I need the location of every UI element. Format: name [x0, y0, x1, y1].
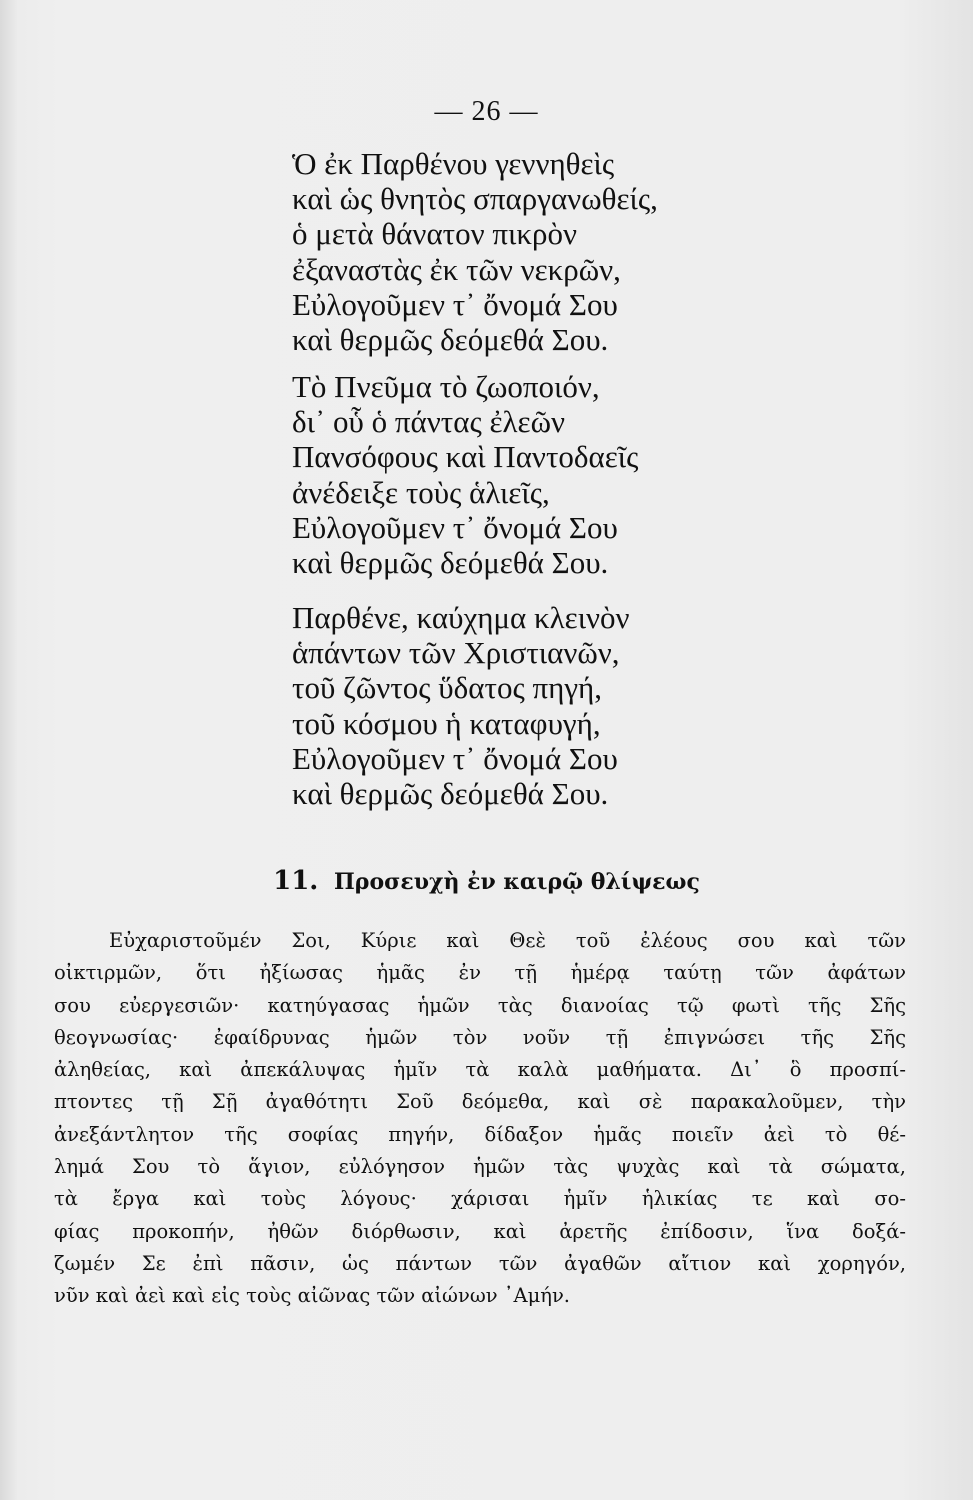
- poem-line: ἀνέδειξε τοὺς ἁλιεῖς,: [292, 474, 550, 510]
- poem-line: τοῦ κόσμου ἡ καταφυγή,: [292, 705, 601, 741]
- section-number: 11.: [273, 866, 319, 896]
- poem-line: καὶ θερμῶς δεόμεθά Σου.: [292, 321, 609, 357]
- poem-line: τοῦ ζῶντος ὕδατος πηγή,: [292, 670, 602, 706]
- poem-line: δι᾽ οὗ ὁ πάντας ἐλεῶν: [292, 404, 565, 440]
- prose-line: σου εὐεργεσιῶν· κατηύγασας ἡμῶν τὰς διανοίας τῷ φωτὶ τῆς Σῆς: [54, 993, 906, 1017]
- poem-line: ἐξαναστὰς ἐκ τῶν νεκρῶν,: [292, 251, 621, 287]
- prose-line: φίας προκοπήν, ἠθῶν διόρθωσιν, καὶ ἀρετῆς ἐπίδοσιν, ἵνα δοξά-: [54, 1219, 906, 1243]
- prose-line: οἰκτιρμῶν, ὅτι ἠξίωσας ἡμᾶς ἐν τῇ ἡμέρᾳ ταύτῃ τῶν ἀφάτων: [54, 961, 906, 985]
- poem-line: Πανσόφους καὶ Παντοδαεῖς: [292, 439, 639, 475]
- poem-line: Εὐλογοῦμεν τ᾽ ὄνομά Σου: [292, 509, 618, 545]
- prose-line: λημά Σου τὸ ἅγιον, εὐλόγησον ἡμῶν τὰς ψυχὰς καὶ τὰ σώματα,: [54, 1155, 906, 1179]
- stanza-3: [292, 600, 630, 811]
- section-heading: [0, 866, 973, 896]
- prose-line: πτοντες τῇ Σῇ ἀγαθότητι Σοῦ δεόμεθα, καὶ σὲ παρακαλοῦμεν, τὴν: [54, 1090, 906, 1114]
- section-title: Προσευχὴ ἐν καιρῷ θλίψεως: [334, 869, 700, 895]
- stanza-2: [292, 369, 638, 580]
- stanza-1: [292, 146, 658, 357]
- poem-line: ὁ μετὰ θάνατον πικρὸν: [292, 216, 578, 252]
- prose-line: ζωμέν Σε ἐπὶ πᾶσιν, ὡς πάντων τῶν ἀγαθῶν αἴτιον καὶ χορηγόν,: [54, 1251, 906, 1275]
- prose-line: ἀνεξάντλητον τῆς σοφίας πηγήν, δίδαξον ἡμᾶς ποιεῖν ἀεὶ τὸ θέ-: [54, 1122, 906, 1146]
- poem-line: ἁπάντων τῶν Χριστιανῶν,: [292, 635, 620, 671]
- prose-line: θεογνωσίας· ἐφαίδρυνας ἡμῶν τὸν νοῦν τῇ ἐπιγνώσει τῆς Σῆς: [54, 1025, 906, 1049]
- poem-line: καὶ ὡς θνητὸς σπαργανωθείς,: [292, 181, 658, 217]
- prose-line: ἀληθείας, καὶ ἀπεκάλυψας ἡμῖν τὰ καλὰ μαθήματα. Δι᾽ ὃ προσπί-: [54, 1058, 906, 1082]
- poem-line: Παρθένε, καύχημα κλεινὸν: [292, 600, 630, 635]
- prose-line: νῦν καὶ ἀεὶ καὶ εἰς τοὺς αἰῶνας τῶν αἰώνων ᾿Αμήν.: [54, 1284, 571, 1308]
- prose-line: τὰ ἔργα καὶ τοὺς λόγους· χάρισαι ἡμῖν ἡλικίας τε καὶ σο-: [54, 1187, 906, 1211]
- prose-line: Εὐχαριστοῦμέν Σοι, Κύριε καὶ Θεὲ τοῦ ἐλέους σου καὶ τῶν: [109, 929, 906, 952]
- page-number: — 26 —: [434, 96, 539, 127]
- poem-line: καὶ θερμῶς δεόμεθά Σου.: [292, 775, 609, 811]
- prayer-text: [54, 925, 906, 1313]
- poem-line: Τὸ Πνεῦμα τὸ ζωοποιόν,: [292, 369, 600, 404]
- poem-line: καὶ θερμῶς δεόμεθά Σου.: [292, 544, 609, 580]
- poem-line: Εὐλογοῦμεν τ᾽ ὄνομά Σου: [292, 286, 618, 322]
- poem-line: Ὁ ἐκ Παρθένου γεννηθεὶς: [292, 146, 615, 181]
- poem-line: Εὐλογοῦμεν τ᾽ ὄνομά Σου: [292, 740, 618, 776]
